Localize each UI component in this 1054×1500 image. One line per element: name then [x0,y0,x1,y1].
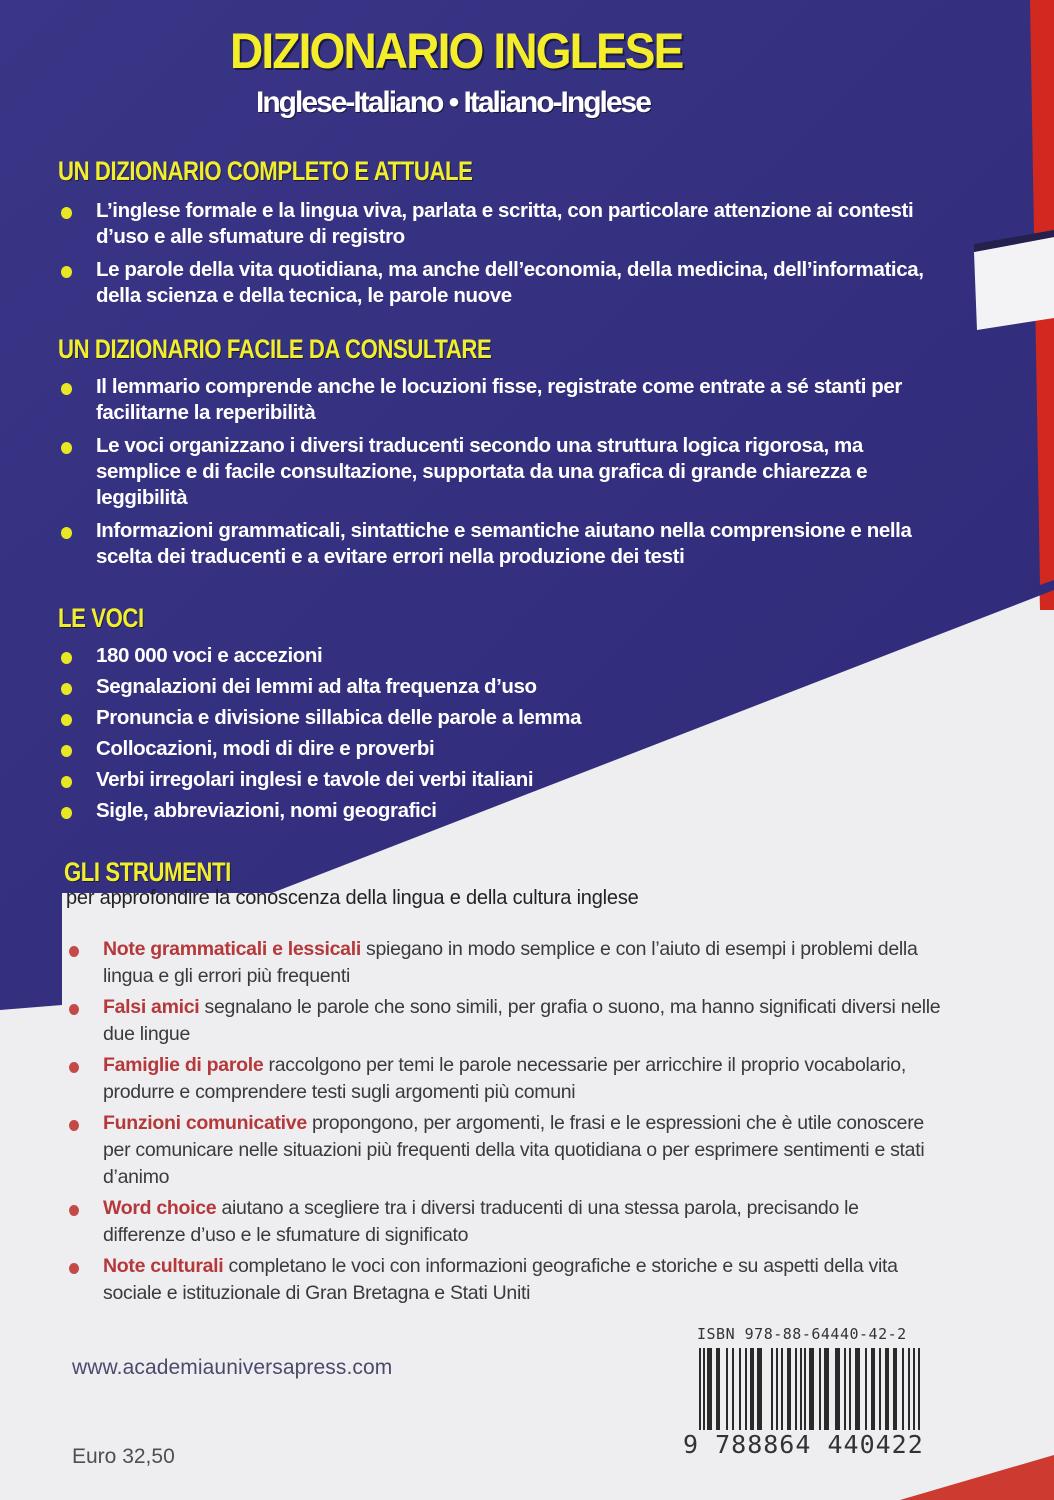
list-item: Segnalazioni dei lemmi ad alta frequenza d’uso [58,674,938,700]
section-heading-strumenti: GLI STRUMENTI [64,857,231,887]
list-item: Note culturali completano le voci con informazioni geografiche e storiche e su aspetti della vita sociale e istituzionale di Gran Bretagna e Stati Uniti [66,1253,946,1307]
bullet-icon [61,442,72,454]
bullet-icon [61,652,72,664]
list-item: Falsi amici segnalano le parole che sono simili, per grafia o suono, ma hanno significati diversi nelle due lingue [66,994,946,1048]
price-label: Euro 32,50 [72,1445,175,1468]
list-item: Sigle, abbreviazioni, nomi geografici [58,798,938,824]
bullet-icon [69,946,79,957]
bullet-icon [61,807,72,819]
bullet-icon [61,266,72,278]
list-item: L’inglese formale e la lingua viva, parlata e scritta, con particolare attenzione ai contesti d’uso e alle sfumature di registro [58,198,938,250]
bullet-icon [69,1205,79,1216]
bullet-icon [61,527,72,539]
bullet-icon [61,383,72,395]
list-item: Il lemmario comprende anche le locuzioni fisse, registrate come entrate a sé stanti per facilitarne la reperibilità [58,374,938,426]
barcode-number: 9 788864 440422 [683,1430,924,1459]
bullet-icon [61,714,72,726]
bullet-icon [61,776,72,788]
list-item: Famiglie di parole raccolgono per temi le parole necessarie per arricchire il proprio vocabolario, produrre e comprendere testi sugli argomenti più comuni [66,1052,946,1106]
publisher-url[interactable]: www.academiauniversapress.com [72,1356,393,1379]
list-item: 180 000 voci e accezioni [58,643,938,669]
list-item: Informazioni grammaticali, sintattiche e semantiche aiutano nella comprensione e nella scelta dei traducenti e a evitare errori nella produzione dei testi [58,518,938,570]
tool-term: Funzioni comunicative [103,1112,307,1134]
bullet-icon [61,683,72,695]
bullet-icon [69,1120,79,1131]
list-item: Word choice aiutano a scegliere tra i diversi traducenti di una stessa parola, precisando le differenze d’uso e le sfumature di significato [66,1195,946,1249]
list-item: Pronuncia e divisione sillabica delle parole a lemma [58,705,938,731]
tools-intro: per approfondire la conoscenza della lingua e della cultura inglese [66,887,639,909]
list-item: Note grammaticali e lessicali spiegano in modo semplice e con l’aiuto di esempi i problemi della lingua e gli errori più frequenti [66,936,946,990]
bullet-icon [69,1062,79,1073]
section-heading-voci: LE VOCI [58,603,144,633]
bullet-icon [69,1263,79,1274]
tool-term: Note culturali [103,1255,224,1277]
list-item: Funzioni comunicative propongono, per argomenti, le frasi e le espressioni che è utile conoscere per comunicare nelle situazioni più frequenti della vita quotidiana o per esprimere sentimenti e stati d’animo [66,1110,946,1191]
list-item: Le voci organizzano i diversi traducenti secondo una struttura logica rigorosa, ma semplice e di facile consultazione, supportata da una grafica di grande chiarezza e leggibilità [58,433,938,511]
tool-term: Word choice [103,1197,217,1219]
bullet-icon [61,745,72,757]
list-item: Collocazioni, modi di dire e proverbi [58,736,938,762]
isbn-label: ISBN 978-88-64440-42-2 [697,1325,907,1343]
book-title: DIZIONARIO INGLESE [230,23,683,79]
list-item: Le parole della vita quotidiana, ma anche dell’economia, della medicina, dell’informatica, della scienza e della tecnica, le parole nuove [58,257,938,309]
tool-term: Falsi amici [103,996,200,1018]
tool-term: Note grammaticali e lessicali [103,938,361,960]
bullet-icon [69,1004,79,1015]
list-item: Verbi irregolari inglesi e tavole dei verbi italiani [58,767,938,793]
section-heading-completo: UN DIZIONARIO COMPLETO E ATTUALE [58,156,473,186]
tool-term: Famiglie di parole [103,1054,264,1076]
tools-list [66,936,946,1311]
bullet-icon [61,207,72,219]
section-list-voci [58,643,938,829]
book-subtitle: Inglese-Italiano • Italiano-Inglese [256,86,650,119]
section-heading-facile: UN DIZIONARIO FACILE DA CONSULTARE [58,334,492,364]
section-list-facile [58,374,938,577]
section-list-completo [58,198,938,316]
